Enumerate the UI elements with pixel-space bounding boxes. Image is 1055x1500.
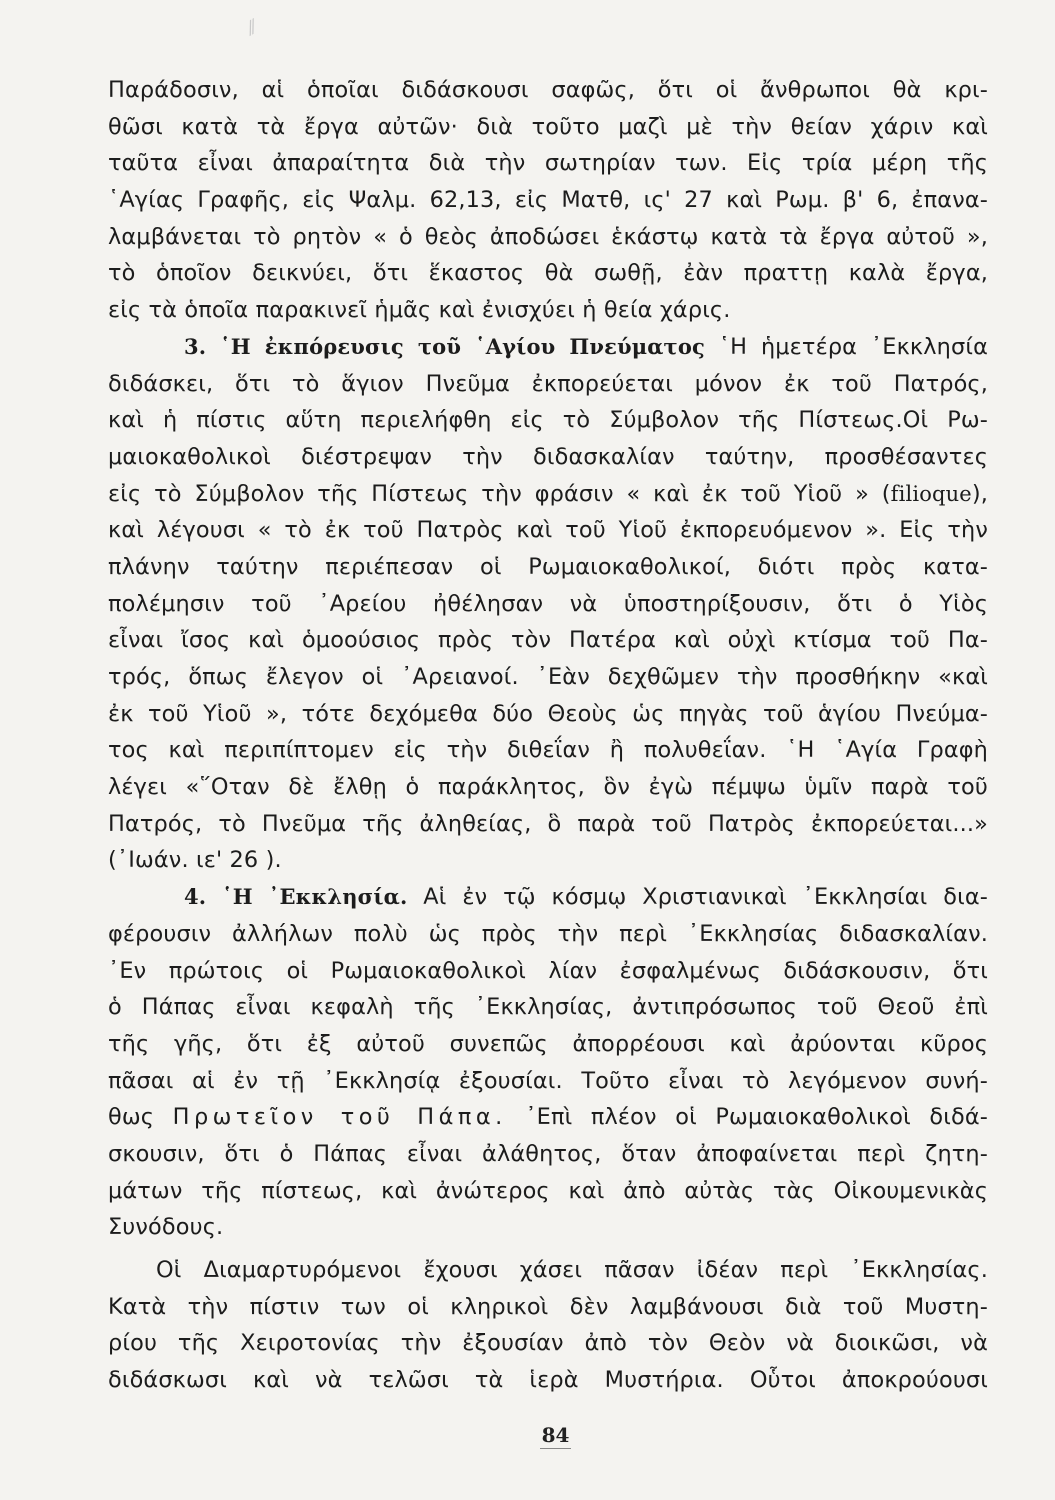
text-line: ρίου τῆς Χειροτονίας τὴν ἐξουσίαν ἀπὸ τὸν Θεὸν νὰ διοικῶσι, νὰ: [108, 1330, 988, 1357]
text-line: διδάσκωσι καὶ νὰ τελῶσι τὰ ἱερὰ Μυστήρια. Οὗτοι ἀποκρούουσι: [108, 1367, 988, 1394]
text-line: (᾿Ιωάν. ιε' 26 ).: [108, 847, 282, 874]
section-3: [108, 329, 988, 879]
page-number-value: 84: [541, 1423, 570, 1447]
section-4-number: 4.: [184, 884, 207, 910]
paragraph-protestants: [108, 1252, 988, 1399]
scan-mark: ⁄⁄: [244, 17, 261, 39]
text-line: Συνόδους.: [108, 1214, 224, 1241]
paragraph-continued: [108, 72, 988, 329]
text-line: εἶναι ἴσος καὶ ὁμοούσιος πρὸς τὸν Πατέρα καὶ οὐχὶ κτίσμα τοῦ Πα-: [108, 627, 988, 654]
spaced-line: [108, 1099, 988, 1136]
page-body: [108, 72, 988, 1399]
text-line: καὶ λέγουσι « τὸ ἐκ τοῦ Πατρὸς καὶ τοῦ Υἱοῦ ἐκπορευόμενον ». Εἰς τὴν: [108, 517, 988, 544]
text-line: λαμβάνεται τὸ ρητὸν « ὁ θεὸς ἀποδώσει ἑκάστῳ κατὰ τὰ ἔργα αὐτοῦ »,: [108, 223, 988, 250]
text-line: ταῦτα εἶναι ἀπαραίτητα διὰ τὴν σωτηρίαν των. Εἰς τρία μέρη τῆς: [108, 150, 988, 177]
filioque-line-after: ),: [971, 480, 988, 507]
text-line: τῆς γῆς, ὅτι ἐξ αὐτοῦ συνεπῶς ἀπορρέουσι καὶ ἀρύονται κῦρος: [108, 1030, 988, 1057]
section-4-first-text: Αἱ ἐν τῷ κόσμῳ Χριστιανικαὶ ᾿Εκκλησίαι δια-: [423, 884, 988, 911]
text-line: λέγει «῞Οταν δὲ ἔλθῃ ὁ παράκλητος, ὃν ἐγὼ πέμψω ὑμῖν παρὰ τοῦ: [108, 774, 988, 801]
text-line: τὸ ὁποῖον δεικνύει, ὅτι ἕκαστος θὰ σωθῇ, ἐὰν πραττῃ καλὰ ἔργα,: [108, 260, 988, 287]
text-line: ῾Αγίας Γραφῆς, εἰς Ψαλμ. 62,13, εἰς Ματθ, ις' 27 καὶ Ρωμ. β' 6, ἐπανα-: [108, 187, 988, 214]
section-4-first-line: [108, 879, 988, 916]
text-line: Παράδοσιν, αἱ ὁποῖαι διδάσκουσι σαφῶς, ὅτι οἱ ἄνθρωποι θὰ κρι-: [108, 77, 988, 103]
text-line: Κατὰ τὴν πίστιν των οἱ κληρικοὶ δὲν λαμβάνουσι διὰ τοῦ Μυστη-: [108, 1293, 988, 1320]
section-4: [108, 879, 988, 1246]
text-line: πᾶσαι αἱ ἐν τῇ ᾿Εκκλησίᾳ ἐξουσίαι. Τοῦτο εἶναι τὸ λεγόμενον συνή-: [108, 1067, 988, 1094]
section-3-first-line: [108, 329, 988, 366]
text-line: τος καὶ περιπίπτομεν εἰς τὴν διθεΐαν ἢ πολυθεΐαν. ῾Η ῾Αγία Γραφὴ: [108, 737, 988, 764]
text-line: σκουσιν, ὅτι ὁ Πάπας εἶναι ἀλάθητος, ὅταν ἀποφαίνεται περὶ ζητη-: [108, 1140, 988, 1167]
text-line: καὶ ἡ πίστις αὕτη περιελήφθη εἰς τὸ Σύμβολον τῆς Πίστεως.Οἱ Ρω-: [108, 407, 988, 434]
text-line: Πατρός, τὸ Πνεῦμα τῆς ἀληθείας, ὃ παρὰ τοῦ Πατρὸς ἐκπορεύεται...»: [108, 810, 988, 837]
text-line: φέρουσιν ἀλλήλων πολὺ ὡς πρὸς τὴν περὶ ᾿Εκκλησίας διδασκαλίαν.: [108, 920, 988, 947]
text-line: ᾿Εν πρώτοις οἱ Ρωμαιοκαθολικοὶ λίαν ἐσφαλμένως διδάσκουσιν, ὅτι: [108, 957, 988, 984]
section-4-heading: ῾Η ᾿Εκκλησία.: [222, 884, 408, 910]
filioque-line: [108, 476, 988, 513]
text-line: τρός, ὅπως ἔλεγον οἱ ᾿Αρειανοί. ᾿Εὰν δεχθῶμεν τὴν προσθήκην «καὶ: [108, 664, 988, 690]
filioque-word: filioque: [890, 481, 972, 506]
text-line: θῶσι κατὰ τὰ ἔργα αὐτῶν· διὰ τοῦτο μαζὶ μὲ τὴν θείαν χάριν καὶ: [108, 113, 988, 140]
text-line: πολέμησιν τοῦ ᾿Αρείου ἠθέλησαν νὰ ὑποστηρίξουσιν, ὅτι ὁ Υἱὸς: [108, 590, 988, 617]
text-line: ὁ Πάπας εἶναι κεφαλὴ τῆς ᾿Εκκλησίας, ἀντιπρόσωπος τοῦ Θεοῦ ἐπὶ: [108, 994, 988, 1021]
text-line: ἐκ τοῦ Υἱοῦ », τότε δεχόμεθα δύο Θεοὺς ὡς πηγὰς τοῦ ἁγίου Πνεύμα-: [108, 700, 988, 727]
filioque-line-before: εἰς τὸ Σύμβολον τῆς Πίστεως τὴν φράσιν « καὶ ἐκ τοῦ Υἱοῦ » (: [108, 480, 891, 507]
text-line: μαιοκαθολικοὶ διέστρεψαν τὴν διδασκαλίαν ταύτην, προσθέσαντες: [108, 443, 988, 470]
section-3-first-text: ῾Η ἡμετέρα ᾿Εκκλησία: [718, 333, 988, 360]
spaced-phrase: Πρωτεῖον τοῦ Πάπα.: [172, 1104, 507, 1131]
text-line: διδάσκει, ὅτι τὸ ἅγιον Πνεῦμα ἐκπορεύεται μόνον ἐκ τοῦ Πατρός,: [108, 370, 988, 397]
section-3-heading: ῾Η ἐκπόρευσις τοῦ ῾Αγίου Πνεύματος: [220, 333, 705, 359]
text-line: πλάνην ταύτην περιέπεσαν οἱ Ρωμαιοκαθολικοί, διότι πρὸς κατα-: [108, 553, 988, 580]
text-line: μάτων τῆς πίστεως, καὶ ἀνώτερος καὶ ἀπὸ αὐτὰς τὰς Οἰκουμενικὰς: [108, 1177, 988, 1204]
section-3-number: 3.: [184, 333, 207, 359]
text-line: Οἱ Διαμαρτυρόμενοι ἔχουσι χάσει πᾶσαν ἰδέαν περὶ ᾿Εκκλησίας.: [156, 1257, 988, 1283]
spaced-line-before: θως: [108, 1104, 155, 1131]
page-number: [0, 1423, 1055, 1449]
text-line: εἰς τὰ ὁποῖα παρακινεῖ ἡμᾶς καὶ ἐνισχύει ἡ θεία χάρις.: [108, 297, 731, 324]
spaced-line-after: ᾿Επὶ πλέον οἱ Ρωμαιοκαθολικοὶ διδά-: [525, 1104, 988, 1131]
